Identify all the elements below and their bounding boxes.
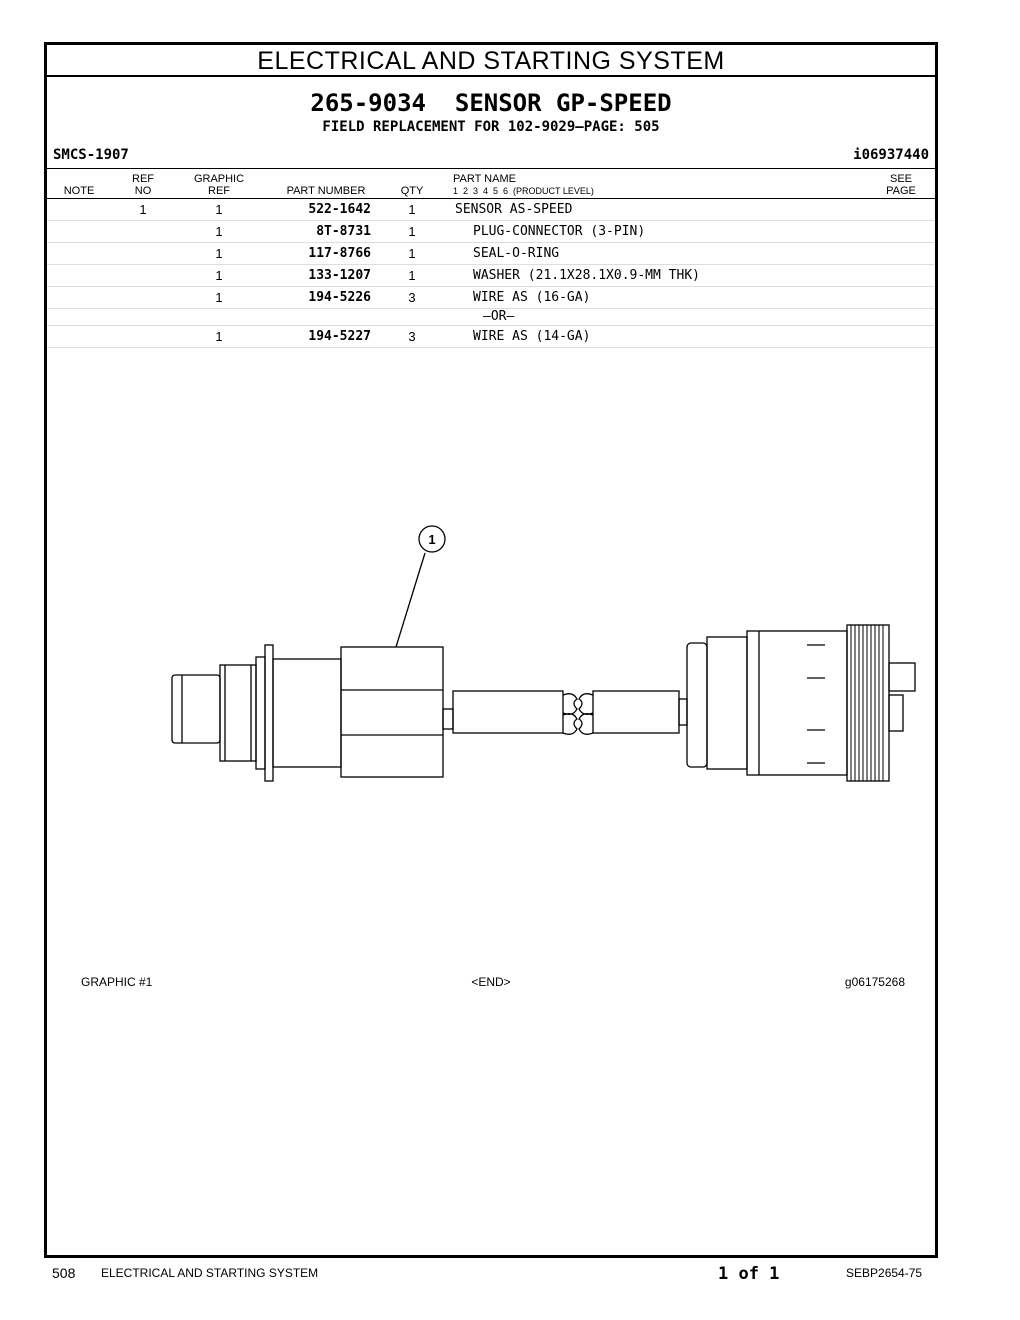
table-row: [47, 326, 935, 348]
callout-label: 1: [428, 532, 436, 547]
part-name-cell: WIRE AS (16-GA): [473, 290, 591, 305]
part-number-cell: 117-8766: [308, 246, 371, 261]
table-row: [47, 265, 935, 287]
col-graphic-ref-line2: REF: [208, 185, 230, 197]
footer-page-number: 508: [52, 1265, 76, 1281]
graphic-ref-cell: 1: [215, 224, 223, 239]
ref-no-cell: 1: [139, 202, 147, 217]
header-rule: [47, 168, 935, 169]
sensor-hex-body: [341, 647, 443, 777]
col-see-page-line2: PAGE: [886, 185, 916, 197]
smcs-code: SMCS-1907: [53, 147, 129, 163]
col-ref-no-line1: REF: [132, 173, 154, 185]
col-part-name: PART NAME: [453, 173, 516, 185]
part-number-cell: 522-1642: [308, 202, 371, 217]
col-product-levels: 1 2 3 4 5 6 (PRODUCT LEVEL): [453, 186, 594, 196]
group-title: 265-9034 SENSOR GP-SPEED: [310, 89, 672, 117]
qty-cell: 1: [408, 202, 416, 217]
group-subtitle: FIELD REPLACEMENT FOR 102-9029—PAGE: 505: [322, 119, 660, 135]
end-marker: <END>: [471, 975, 511, 989]
table-row: [47, 199, 935, 221]
sensor-illustration: [107, 532, 887, 805]
connector-collar: [707, 637, 747, 769]
graphic-ref-cell: 1: [215, 268, 223, 283]
col-graphic-ref: [187, 173, 251, 197]
part-number-cell: 8T-8731: [316, 224, 371, 239]
alternate-separator-row: [47, 309, 935, 326]
footer-pagination: 1 of 1: [718, 1264, 780, 1284]
graphic-ref-cell: 1: [215, 290, 223, 305]
connector-body: [747, 631, 847, 775]
graphic-ref-cell: 1: [215, 246, 223, 261]
graphic-ref-cell: 1: [215, 329, 223, 344]
callout-leader: [396, 553, 425, 647]
part-name-cell: SEAL-O-RING: [473, 246, 560, 261]
table-row: [47, 287, 935, 309]
section-title: ELECTRICAL AND STARTING SYSTEM: [47, 45, 935, 77]
graphic-ref-cell: 1: [215, 202, 223, 217]
sensor-flange: [265, 645, 273, 781]
footer-section: ELECTRICAL AND STARTING SYSTEM: [101, 1266, 319, 1280]
qty-cell: 1: [408, 246, 416, 261]
sensor-probe-tip: [172, 675, 220, 743]
col-see-page: [879, 173, 923, 197]
part-number-cell: 194-5226: [308, 290, 371, 305]
col-part-number: PART NUMBER: [286, 185, 366, 197]
part-name-cell: PLUG-CONNECTOR (3-PIN): [473, 224, 646, 239]
table-row: [47, 221, 935, 243]
graphic-id: g06175268: [844, 975, 905, 989]
cable-right: [593, 691, 679, 733]
qty-cell: 3: [408, 290, 416, 305]
connector-nose: [687, 643, 707, 767]
graphic-label: GRAPHIC #1: [81, 975, 153, 989]
part-name-cell: SENSOR AS-SPEED: [455, 202, 573, 217]
part-name-cell: —OR—: [483, 309, 515, 324]
illustration-id: i06937440: [853, 147, 929, 163]
col-graphic-ref-line1: GRAPHIC: [193, 173, 245, 185]
part-name-cell: WIRE AS (14-GA): [473, 329, 591, 344]
col-qty: QTY: [400, 185, 424, 197]
part-name-cell: WASHER (21.1X28.1X0.9-MM THK): [473, 268, 700, 283]
cable-left: [453, 691, 563, 733]
footer-doc-id: SEBP2654-75: [846, 1266, 923, 1280]
col-ref-no: [117, 173, 169, 197]
qty-cell: 3: [408, 329, 416, 344]
col-note: NOTE: [63, 185, 95, 197]
page-frame: [44, 42, 938, 1258]
qty-cell: 1: [408, 224, 416, 239]
col-ref-no-line2: NO: [134, 185, 152, 197]
table-row: [47, 243, 935, 265]
part-number-cell: 133-1207: [308, 268, 371, 283]
part-number-cell: 194-5227: [308, 329, 371, 344]
qty-cell: 1: [408, 268, 416, 283]
col-see-page-line1: SEE: [889, 173, 912, 185]
